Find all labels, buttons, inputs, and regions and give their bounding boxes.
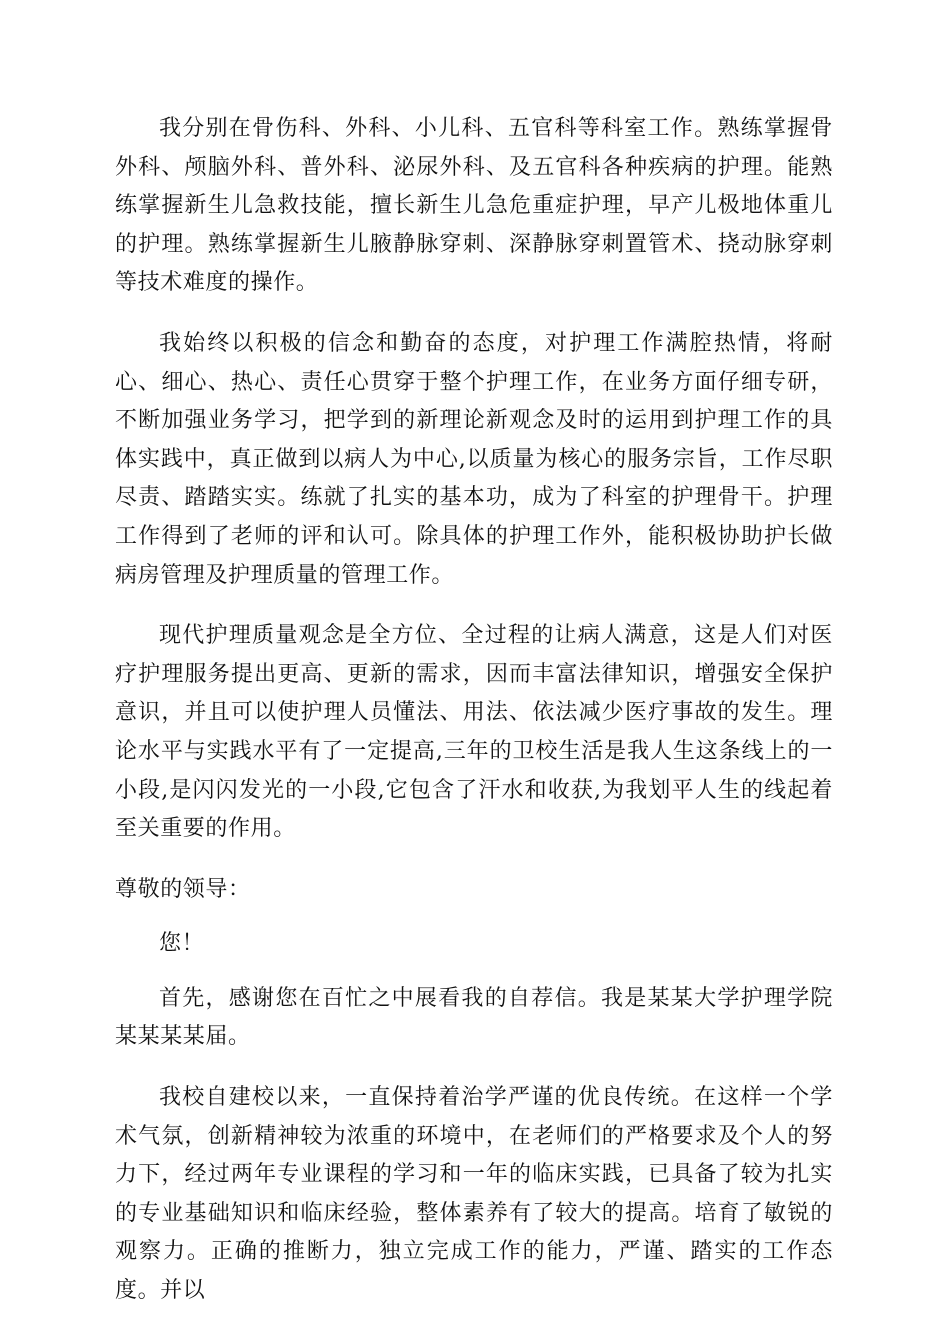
paragraph-school-background: 我校自建校以来，一直保持着治学严谨的优良传统。在这样一个学术气氛，创新精神较为浓重的环境中，在老师们的严格要求及个人的努力下，经过两年专业课程的学习和一年的临床实践，已具备了较为扎实的专业基础知识和临床经验，整体素养有了较大的提高。培育了敏锐的观察力。正确的推断力，独立完成工作的能力，严谨、踏实的工作态度。并以 — [115, 1085, 833, 1304]
salutation: 尊敬的领导： — [115, 876, 251, 902]
paragraph-nursing-experience: 我分别在骨伤科、外科、小儿科、五官科等科室工作。熟练掌握骨外科、颅脑外科、普外科、泌尿外科、及五官科各种疾病的护理。能熟练掌握新生儿急救技能，擅长新生儿急危重症护理，早产儿极地体重儿的护理。熟练掌握新生儿腋静脉穿刺、深静脉穿刺置管术、挠动脉穿刺等技术难度的操作。 — [115, 116, 833, 296]
paragraph-quality-concept: 现代护理质量观念是全方位、全过程的让病人满意，这是人们对医疗护理服务提出更高、更新的需求，因而丰富法律知识，增强安全保护意识，并且可以使护理人员懂法、用法、依法减少医疗事故的发生。理论水平与实践水平有了一定提高,三年的卫校生活是我人生这条线上的一小段,是闪闪发光的一小段,它包含了汗水和收获,为我划平人生的线起着至关重要的作用。 — [115, 623, 833, 842]
document-body — [115, 110, 833, 1333]
paragraph-work-attitude: 我始终以积极的信念和勤奋的态度，对护理工作满腔热情，将耐心、细心、热心、责任心贯穿于整个护理工作，在业务方面仔细专研，不断加强业务学习，把学到的新理论新观念及时的运用到护理工作的具体实践中，真正做到以病人为中心,以质量为核心的服务宗旨，工作尽职尽责、踏踏实实。练就了扎实的基本功，成为了科室的护理骨干。护理工作得到了老师的评和认可。除具体的护理工作外，能积极协助护长做病房管理及护理质量的管理工作。 — [115, 330, 833, 588]
paragraph-introduction: 首先，感谢您在百忙之中展看我的自荐信。我是某某大学护理学院某某某某届。 — [115, 985, 833, 1050]
greeting: 您！ — [159, 931, 205, 957]
